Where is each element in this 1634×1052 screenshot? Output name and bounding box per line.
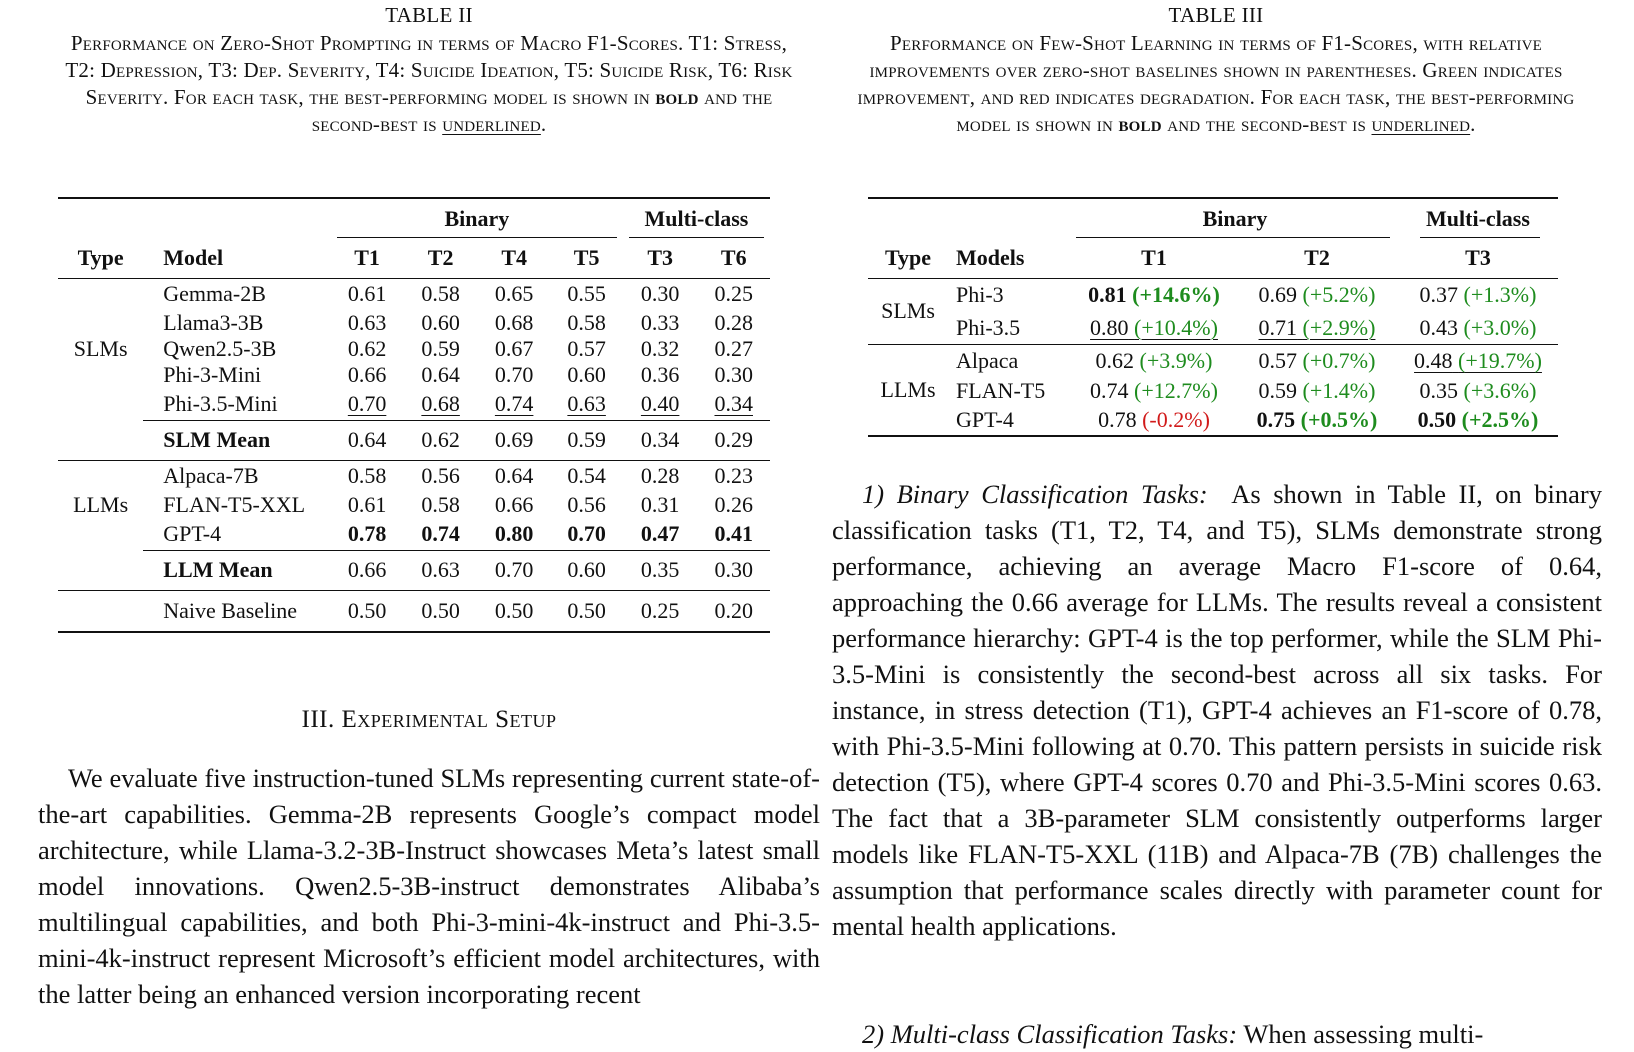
relative-change: (+5.2%) bbox=[1302, 282, 1376, 308]
table-iii-caption bbox=[836, 30, 1596, 138]
col-header-task: T1 bbox=[1141, 244, 1167, 270]
score-cell: 0.68 bbox=[421, 390, 460, 416]
caption-underlined-word: underlined bbox=[442, 112, 541, 136]
slm-mean-group bbox=[58, 420, 770, 460]
caption-underlined-word: underlined bbox=[1371, 112, 1471, 136]
score-cell: 0.56 bbox=[421, 463, 460, 489]
score-cell: 0.26 bbox=[714, 492, 753, 517]
score-cell: 0.63 bbox=[421, 557, 460, 582]
score-cell: 0.30 bbox=[714, 362, 753, 387]
score-cell: 0.62 bbox=[421, 427, 460, 452]
relative-change: (+12.7%) bbox=[1134, 378, 1218, 403]
row-model-name: GPT-4 bbox=[948, 404, 1072, 436]
score-cell: 0.70 bbox=[494, 557, 534, 582]
row-type-label: SLMs bbox=[58, 278, 143, 420]
multiclass-tasks-paragraph bbox=[832, 1016, 1602, 1052]
score-cell: 0.61 bbox=[347, 492, 387, 517]
score-cell: 0.74 bbox=[494, 390, 534, 416]
col-header-task: T2 bbox=[427, 244, 454, 270]
llm-mean-group bbox=[58, 550, 770, 590]
score-cell: 0.60 bbox=[567, 557, 606, 582]
left-column bbox=[38, 0, 820, 1009]
paragraph-body: When assessing multi- bbox=[1243, 1019, 1484, 1049]
row-model-name: Qwen2.5-3B bbox=[163, 336, 277, 361]
score-value: 0.69 bbox=[1258, 282, 1298, 308]
relative-change: (+14.6%) bbox=[1132, 282, 1220, 308]
group-header-binary bbox=[1072, 198, 1398, 238]
relative-change: (+2.5%) bbox=[1461, 406, 1539, 432]
right-column bbox=[832, 0, 1602, 1049]
score-cell: 0.56 bbox=[567, 492, 606, 517]
table-row bbox=[868, 344, 1558, 378]
score-cell bbox=[1259, 315, 1376, 340]
row-type-label: SLMs bbox=[868, 278, 948, 344]
score-cell: 0.36 bbox=[640, 362, 680, 387]
score-cell: 0.47 bbox=[640, 520, 680, 546]
score-cell bbox=[1088, 282, 1220, 307]
table-row bbox=[58, 278, 770, 310]
score-cell: 0.30 bbox=[714, 557, 753, 582]
row-model-name: Alpaca-7B bbox=[143, 460, 331, 492]
row-model-name: Alpaca bbox=[948, 344, 1072, 378]
relative-change: (+0.7%) bbox=[1302, 348, 1376, 374]
score-cell: 0.25 bbox=[640, 597, 680, 623]
row-model-name: Llama3-3B bbox=[163, 310, 264, 335]
score-cell: 0.64 bbox=[421, 362, 460, 387]
score-cell: 0.50 bbox=[567, 597, 606, 623]
score-cell bbox=[1259, 348, 1376, 373]
score-value: 0.43 bbox=[1419, 314, 1459, 340]
score-cell bbox=[1098, 407, 1210, 432]
col-header-task: T3 bbox=[1465, 244, 1491, 270]
score-value: 0.57 bbox=[1258, 348, 1298, 374]
table-ii-label: TABLE II bbox=[385, 3, 473, 27]
score-cell: 0.58 bbox=[421, 492, 460, 517]
score-cell: 0.50 bbox=[421, 597, 460, 623]
row-model-name: FLAN-T5-XXL bbox=[163, 492, 306, 517]
score-value: 0.75 bbox=[1256, 406, 1296, 432]
llm-group bbox=[868, 344, 1558, 436]
score-cell: 0.59 bbox=[567, 427, 606, 452]
score-cell: 0.29 bbox=[714, 427, 753, 452]
paragraph-body: As shown in Table II, on binary classification tasks (T1, T2, T4, and T5), SLMs demonstrate strong performance, achieving an average Macro F1-score of 0.64, approaching the 0.66 average for LLMs. The results reveal a consistent performance hierarchy: GPT-4 is the top performer, while the SLM Phi-3.5-Mini is consistently the second-best across all six tasks. For instance, in stress detection (T1), GPT-4 achieves an F1-score of 0.78, with Phi-3.5-Mini following at 0.70. This pattern persists in suicide risk detection (T5), where GPT-4 scores 0.70 and Phi-3.5-Mini scores 0.63. The fact that a 3B-parameter SLM consistently outperforms larger models like FLAN-T5-XXL (11B) and Alpaca-7B (7B) challenges the assumption that performance scales directly with parameter count for mental health applications. bbox=[832, 479, 1602, 941]
row-model-name: Phi-3 bbox=[948, 278, 1072, 312]
score-value: 0.50 bbox=[1417, 406, 1457, 432]
col-header-task: T1 bbox=[354, 244, 380, 270]
relative-change: (-0.2%) bbox=[1142, 406, 1210, 432]
score-cell: 0.66 bbox=[347, 557, 387, 582]
score-cell: 0.54 bbox=[567, 463, 606, 489]
group-rule bbox=[1076, 237, 1390, 238]
score-cell: 0.63 bbox=[347, 310, 387, 335]
llm-group bbox=[58, 460, 770, 550]
row-model-name: Phi-3.5-Mini bbox=[163, 390, 278, 416]
relative-change: (+1.4%) bbox=[1302, 378, 1376, 403]
row-model-name: Phi-3.5 bbox=[956, 314, 1021, 340]
table-ii-caption bbox=[59, 30, 799, 138]
col-header-type: Type bbox=[77, 244, 124, 270]
group-rule bbox=[629, 237, 764, 238]
score-cell bbox=[1420, 282, 1537, 307]
row-model-name: Gemma-2B bbox=[143, 278, 331, 310]
table-ii bbox=[58, 197, 770, 633]
baseline-group bbox=[58, 590, 770, 632]
table-iii-label: TABLE III bbox=[1168, 3, 1264, 27]
score-value: 0.74 bbox=[1090, 378, 1129, 403]
row-type-label: LLMs bbox=[58, 460, 143, 550]
score-cell: 0.61 bbox=[347, 281, 387, 307]
caption-text: Performance on Zero-Shot Prompting in terms of Macro F1-Scores. T1: Stress, T2: Depression, T3: Dep. Severity, T4: Suicide Ideation, T5: Suicide Risk, T6: Risk Severity. For each task, the best-performing model is shown in bbox=[65, 31, 793, 109]
score-cell: 0.23 bbox=[714, 463, 753, 489]
score-cell: 0.64 bbox=[347, 427, 387, 452]
paragraph-heading: 1) Binary Classification Tasks: bbox=[862, 479, 1208, 509]
score-cell: 0.32 bbox=[640, 336, 680, 361]
score-cell bbox=[1259, 378, 1376, 403]
relative-change: (+0.5%) bbox=[1300, 406, 1378, 432]
row-type-label: LLMs bbox=[868, 344, 948, 436]
score-value: 0.71 bbox=[1258, 314, 1298, 340]
score-value: 0.81 bbox=[1088, 282, 1127, 308]
group-rule bbox=[337, 237, 617, 238]
group-header-multiclass bbox=[1398, 198, 1558, 238]
score-cell: 0.74 bbox=[421, 520, 460, 546]
table-row bbox=[58, 590, 770, 632]
score-cell: 0.67 bbox=[494, 336, 534, 361]
caption-bold-word: bold bbox=[655, 85, 699, 109]
col-header-model: Model bbox=[163, 244, 224, 270]
caption-text: and the second-best is bbox=[311, 85, 773, 136]
score-cell: 0.66 bbox=[347, 362, 387, 387]
score-cell: 0.31 bbox=[640, 492, 680, 517]
score-cell: 0.70 bbox=[567, 520, 606, 546]
score-cell: 0.58 bbox=[567, 310, 606, 335]
score-cell: 0.70 bbox=[494, 362, 534, 387]
section-paragraph: We evaluate five instruction-tuned SLMs representing current state-of-the-art capabilities. Gemma-2B represents Google’s compact model architecture, while Llama-3.2-3B-Instruct showcases Meta’s latest small model innovations. Qwen2.5-3B-instruct demonstrates Alibaba’s multilingual capabilities, and both Phi-3-mini-4k-instruct and Phi-3.5-mini-4k-instruct represent Microsoft’s efficient model architectures, with the latter being an enhanced version incorporating recent bbox=[38, 763, 820, 1009]
score-cell: 0.50 bbox=[347, 597, 387, 623]
relative-change: (+19.7%) bbox=[1458, 348, 1542, 374]
score-cell: 0.62 bbox=[347, 336, 387, 361]
score-cell bbox=[1420, 315, 1537, 340]
caption-bold-word: bold bbox=[1118, 112, 1162, 136]
score-cell bbox=[1418, 407, 1539, 432]
col-header-type: Type bbox=[884, 244, 932, 270]
col-header-task: T4 bbox=[501, 244, 527, 270]
relative-change: (+10.4%) bbox=[1134, 314, 1218, 340]
group-rule bbox=[1420, 237, 1540, 238]
col-header-model: Models bbox=[956, 244, 1025, 270]
col-header-task: T3 bbox=[647, 244, 673, 270]
score-cell: 0.27 bbox=[714, 336, 753, 361]
relative-change: (+1.3%) bbox=[1463, 282, 1537, 308]
score-cell: 0.78 bbox=[347, 520, 387, 546]
score-cell: 0.34 bbox=[640, 427, 680, 452]
score-cell: 0.28 bbox=[640, 463, 680, 489]
score-cell: 0.58 bbox=[347, 463, 387, 489]
paragraph-heading: 2) Multi-class Classification Tasks: bbox=[862, 1019, 1238, 1049]
group-label: Multi-class bbox=[1426, 206, 1530, 231]
score-value: 0.62 bbox=[1095, 348, 1135, 374]
caption-text: and the second-best is bbox=[1161, 112, 1372, 136]
table-row bbox=[58, 460, 770, 492]
group-header-binary bbox=[331, 198, 623, 238]
caption-text: Performance on Few-Shot Learning in terms of F1-Scores, with relative improvements over zero-shot baselines shown in parentheses. Green indicates improvement, and red indicates degradation. For each task, the best-performing model is shown in bbox=[857, 31, 1575, 136]
table-row bbox=[58, 362, 770, 388]
score-cell bbox=[1090, 315, 1218, 340]
score-cell: 0.34 bbox=[714, 390, 753, 416]
score-cell: 0.41 bbox=[714, 520, 753, 546]
table-row bbox=[868, 404, 1558, 436]
score-cell bbox=[1090, 378, 1218, 403]
group-header-multiclass bbox=[623, 198, 770, 238]
score-cell: 0.80 bbox=[494, 520, 534, 546]
table-row bbox=[868, 312, 1558, 344]
score-cell: 0.25 bbox=[714, 281, 753, 307]
score-cell: 0.68 bbox=[494, 310, 534, 335]
group-label: Binary bbox=[1202, 206, 1268, 231]
row-model-name: GPT-4 bbox=[163, 520, 222, 546]
score-cell: 0.59 bbox=[421, 336, 460, 361]
table-row bbox=[58, 310, 770, 336]
score-cell: 0.50 bbox=[494, 597, 534, 623]
score-cell: 0.60 bbox=[421, 310, 460, 335]
score-cell: 0.69 bbox=[494, 427, 534, 452]
table-row bbox=[58, 492, 770, 518]
caption-text: . bbox=[1470, 112, 1476, 136]
table-row bbox=[58, 388, 770, 420]
score-cell: 0.60 bbox=[567, 362, 606, 387]
score-cell: 0.55 bbox=[567, 281, 606, 307]
relative-change: (+3.6%) bbox=[1463, 378, 1537, 403]
row-model-name: LLM Mean bbox=[143, 550, 331, 590]
score-cell bbox=[1414, 348, 1542, 373]
score-cell: 0.40 bbox=[640, 390, 680, 416]
score-value: 0.48 bbox=[1414, 348, 1453, 374]
row-model-name: FLAN-T5 bbox=[956, 378, 1046, 403]
col-header-task: T5 bbox=[573, 244, 600, 270]
score-cell bbox=[1096, 348, 1213, 373]
score-value: 0.37 bbox=[1419, 282, 1459, 308]
relative-change: (+2.9%) bbox=[1302, 314, 1376, 340]
score-cell: 0.35 bbox=[640, 557, 680, 582]
section-heading: III. Experimental Setup bbox=[301, 706, 557, 733]
score-cell bbox=[1420, 378, 1537, 403]
caption-text: . bbox=[540, 112, 547, 136]
score-cell: 0.20 bbox=[714, 597, 753, 623]
table-row bbox=[868, 278, 1558, 312]
score-cell bbox=[1257, 407, 1378, 432]
table-row bbox=[58, 550, 770, 590]
score-value: 0.80 bbox=[1090, 314, 1129, 340]
row-model-name: SLM Mean bbox=[143, 420, 331, 460]
score-cell bbox=[1259, 282, 1376, 307]
slm-group bbox=[868, 278, 1558, 344]
col-header-task: T6 bbox=[720, 244, 747, 270]
row-model-name: Phi-3-Mini bbox=[163, 362, 262, 387]
group-label: Multi-class bbox=[644, 206, 749, 231]
row-model-name: Naive Baseline bbox=[143, 590, 331, 632]
table-row bbox=[58, 336, 770, 362]
slm-group bbox=[58, 278, 770, 420]
score-cell: 0.66 bbox=[494, 492, 534, 517]
score-value: 0.59 bbox=[1258, 378, 1298, 403]
score-value: 0.78 bbox=[1098, 406, 1137, 432]
table-row bbox=[58, 420, 770, 460]
score-cell: 0.28 bbox=[714, 310, 753, 335]
score-cell: 0.64 bbox=[494, 463, 534, 489]
col-header-task: T2 bbox=[1304, 244, 1330, 270]
score-cell: 0.33 bbox=[640, 310, 680, 335]
score-cell: 0.65 bbox=[494, 281, 534, 307]
score-cell: 0.70 bbox=[347, 390, 387, 416]
score-value: 0.35 bbox=[1419, 378, 1459, 403]
table-row bbox=[868, 378, 1558, 404]
group-label: Binary bbox=[444, 206, 510, 231]
table-row bbox=[58, 518, 770, 550]
relative-change: (+3.0%) bbox=[1463, 314, 1537, 340]
score-cell: 0.30 bbox=[640, 281, 680, 307]
table-iii bbox=[868, 197, 1558, 437]
binary-tasks-paragraph bbox=[832, 476, 1602, 944]
score-cell: 0.57 bbox=[567, 336, 606, 361]
score-cell: 0.63 bbox=[567, 390, 606, 416]
relative-change: (+3.9%) bbox=[1139, 348, 1213, 374]
score-cell: 0.58 bbox=[421, 281, 460, 307]
